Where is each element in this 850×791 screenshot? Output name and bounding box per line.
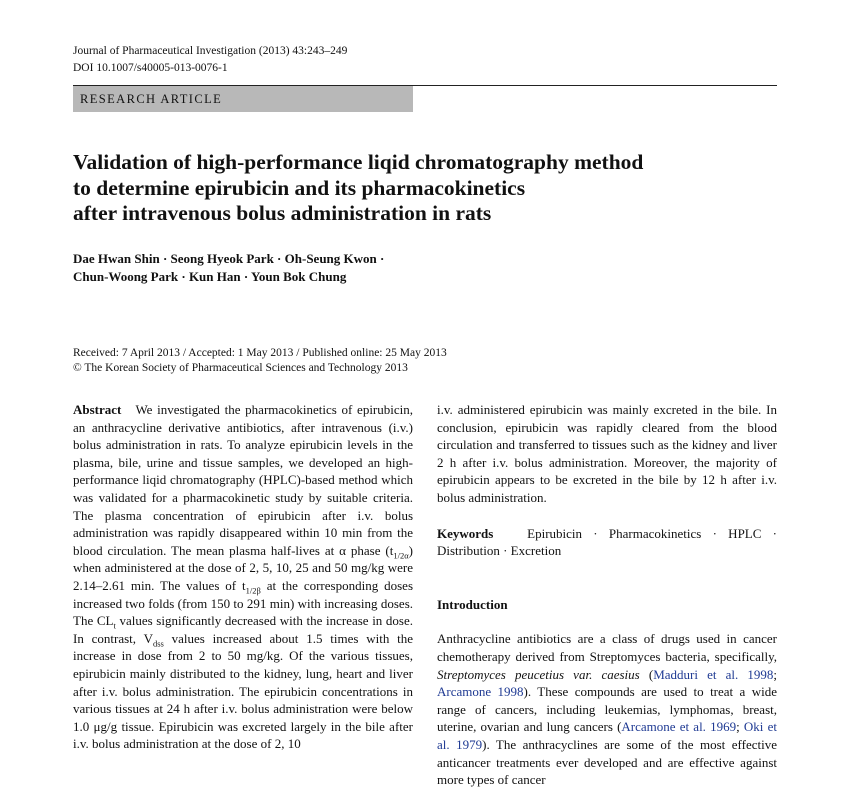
introduction-paragraph (437, 630, 777, 788)
article-type-label: RESEARCH ARTICLE (80, 92, 223, 106)
title-line-1: Validation of high-performance liqid chromatography method (73, 150, 644, 174)
copyright-notice: © The Korean Society of Pharmaceutical Sciences and Technology 2013 (73, 362, 408, 374)
author-line-1: Dae Hwan Shin · Seong Hyeok Park · Oh-Seung Kwon · (73, 251, 385, 266)
citation-madduri[interactable]: Madduri et al. 1998 (653, 666, 774, 682)
doi: DOI 10.1007/s40005-013-0076-1 (73, 62, 228, 74)
abstract-continuation: i.v. administered epirubicin was mainly excreted in the bile. In conclusion, epirubicin was rapidly cleared from the blood circulation and transferred to tissues such as the kidney and liver 2 h after i.v. bolus administration. Moreover, the majority of epirubicin appears to be excreted in the bile by 12 h after i.v. bolus administration. (437, 402, 777, 505)
abstract-text-3: at the corresponding doses increased two folds (from 150 to 291 min) with increasing doses. The CL (73, 577, 413, 629)
abstract-text-5: values increased about 1.5 times with the increase in dose from 2 to 50 mg/kg. Of the various tissues, epirubicin mainly distributed to the kidney, lung, heart and liver after i.v. bolus administration. The epirubicin concentrations in various tissues at 24 h after i.v. bolus administration were below 1.0 μg/g tissue. Epirubicin was excreted largely in the bile after i.v. bolus administration at the dose of 2, 10 (73, 630, 413, 752)
journal-citation: Journal of Pharmaceutical Investigation (2013) 43:243–249 (73, 45, 348, 57)
right-column (437, 401, 777, 789)
intro-text-3: ; (773, 666, 777, 682)
publication-history (73, 346, 773, 376)
abstract-paragraph (73, 401, 413, 753)
citation-oki-1979[interactable]: Oki et al. 1979 (437, 719, 777, 752)
abstract-text-4: values significantly decreased with the increase in dose. In contrast, V (73, 613, 414, 646)
title-line-3: after intravenous bolus administration in rats (73, 201, 492, 225)
author-list (73, 250, 753, 286)
subscript-beta: 1/2β (245, 585, 261, 596)
species-name: Streptomyces peucetius var. caesius (437, 666, 640, 682)
citation-arcamone-1969[interactable]: Arcamone et al. 1969 (621, 719, 737, 735)
intro-text-4: ). These compounds are used to treat a wide range of cancers, including leukemias, lymphomas, breast, uterine, ovarian and lung cancers ( (437, 684, 777, 735)
intro-text-1: Anthracycline antibiotics are a class of drugs used in cancer chemotherapy derived from Streptomyces bacteria, specifically, (437, 631, 777, 664)
title-line-2: to determine epirubicin and its pharmacokinetics (73, 175, 526, 200)
keywords-paragraph (437, 525, 777, 560)
intro-text-2: ( (639, 666, 654, 682)
subscript-t: t (113, 620, 116, 631)
abstract-text-1: We investigated the pharmacokinetics of epirubicin, an anthracycline derivative antibiotics, after intravenous (i.v.) bolus administration in rats. To analyze epirubicin levels in the plasma, bile, urine and tissue samples, we developed an high-performance liqid chromatography (HPLC)-based method which was validated for a pharmacokinetic study by suitable criteria. The plasma concentration of epirubicin after i.v. bolus administration was rapidly disappeared within 10 min from the blood circulation. The mean plasma half-lives at α phase (t (73, 402, 414, 558)
subscript-dss: dss (152, 638, 164, 649)
history-dates: Received: 7 April 2013 / Accepted: 1 May 2013 / Published online: 25 May 2013 (73, 347, 447, 359)
intro-text-6: ). The anthracyclines are some of the most effective anticancer treatments ever developed and are effective against more types of cancer (437, 736, 777, 788)
keywords-text: Epirubicin · Pharmacokinetics · HPLC · Distribution · Excretion (437, 525, 778, 559)
left-column (73, 401, 413, 753)
abstract-text-2: ) when administered at the dose of 2, 5, 10, 25 and 50 mg/kg were 2.14–2.61 min. The values of t (73, 542, 413, 593)
article-title (73, 150, 753, 227)
introduction-heading: Introduction (437, 596, 508, 612)
article-type-banner (73, 86, 413, 112)
intro-text-5: ; (736, 719, 744, 735)
subscript-alpha: 1/2α (393, 550, 409, 561)
author-line-2: Chun-Woong Park · Kun Han · Youn Bok Chung (73, 269, 347, 284)
keywords-label: Keywords (437, 525, 494, 541)
citation-arcamone-1998[interactable]: Arcamone 1998 (437, 684, 524, 700)
abstract-label: Abstract (73, 402, 122, 417)
